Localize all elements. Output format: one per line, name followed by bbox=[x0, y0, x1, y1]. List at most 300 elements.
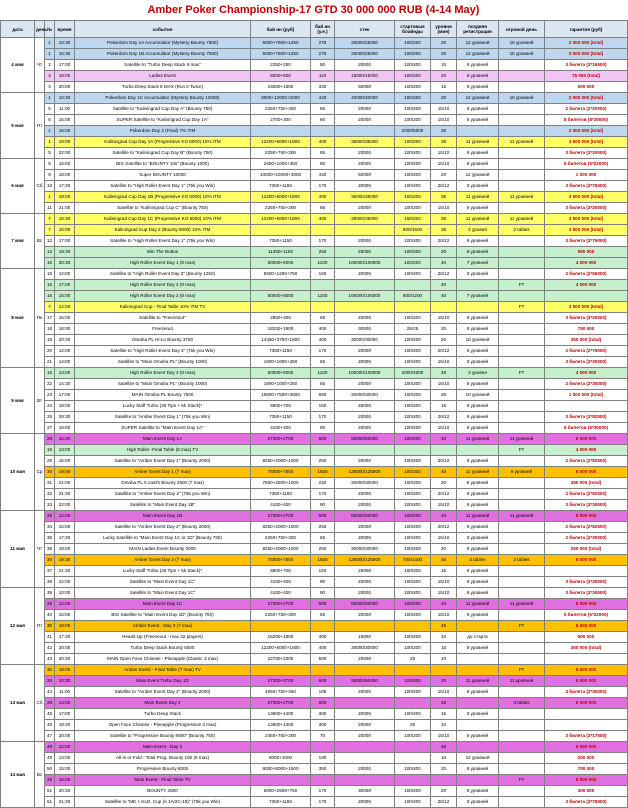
row-blinds: 100/200 bbox=[395, 390, 431, 401]
row-levels bbox=[431, 445, 457, 456]
row-event: Open Face Chinese - Pineapple (Progressive 3 max) bbox=[75, 720, 251, 731]
row-number: 30 bbox=[45, 555, 55, 566]
row-game-day bbox=[499, 203, 545, 214]
row-number: 49 bbox=[45, 753, 55, 764]
row-event: High Roller -Final Table (8 max) TV bbox=[75, 445, 251, 456]
row-number: 16 bbox=[45, 291, 55, 302]
row-levels: 45 bbox=[431, 742, 457, 753]
row-guarantee bbox=[545, 654, 628, 665]
row-levels: 15 bbox=[431, 566, 457, 577]
row-blinds: 100/200 bbox=[395, 379, 431, 390]
row-guarantee: 4 000 000 bbox=[545, 258, 628, 269]
row-late-reg: 11 уровней bbox=[457, 137, 499, 148]
row-buyin-rub: 2700+300 bbox=[251, 115, 311, 126]
row-buyin-ue: 440 bbox=[311, 170, 335, 181]
row-guarantee: 3 билета (3*30000) bbox=[545, 577, 628, 588]
row-buyin-rub: 10000+10000+2000 bbox=[251, 170, 311, 181]
row-guarantee: 2 билета (2*20000) bbox=[545, 104, 628, 115]
row-event: Pokerdom Day 1B Accumulator (Mystery Bounty 7500) bbox=[75, 49, 251, 60]
row-stack: 20000 bbox=[335, 313, 395, 324]
row-buyin-rub: 6800+700 bbox=[251, 401, 311, 412]
row-late-reg: 6 уровней bbox=[457, 687, 499, 698]
row-buyin-ue: 400 bbox=[311, 137, 335, 148]
row-stack: 100000/100000 bbox=[335, 368, 395, 379]
row-blinds: 100/200 bbox=[395, 511, 431, 522]
row-buyin-rub: 8250+2000+1000 bbox=[251, 522, 311, 533]
row-game-day bbox=[499, 159, 545, 170]
row-levels: 20 bbox=[431, 38, 457, 49]
row-game-day bbox=[499, 709, 545, 720]
table-row bbox=[1, 544, 628, 555]
row-time: 15:30 bbox=[55, 49, 75, 60]
row-event: Satellite to "Amber Event Day 2" (Bounty 2000) bbox=[75, 687, 251, 698]
header-buyin-rub: бай ин (руб) bbox=[251, 21, 311, 38]
row-levels: 20/12 bbox=[431, 346, 457, 357]
row-time: 12:30 bbox=[55, 434, 75, 445]
row-stack bbox=[335, 225, 395, 236]
row-levels: 20 bbox=[431, 478, 457, 489]
table-row bbox=[1, 115, 628, 126]
row-game-day: 2 tables bbox=[499, 225, 545, 236]
row-levels: 45 bbox=[431, 555, 457, 566]
row-game-day bbox=[499, 60, 545, 71]
row-event: SUPER Satellite to "Kaliningrad Cup Day 1A" bbox=[75, 115, 251, 126]
row-blinds: 100/200 bbox=[395, 467, 431, 478]
table-row bbox=[1, 676, 628, 687]
row-buyin-rub: 8000+1000 bbox=[251, 753, 311, 764]
row-stack bbox=[335, 126, 395, 137]
row-guarantee: 8 билетов (8*30000) bbox=[545, 423, 628, 434]
row-event: MAIN Open Face Chinese - Pineapple (Classic 3 max) bbox=[75, 654, 251, 665]
table-row bbox=[1, 247, 628, 258]
row-late-reg: 6 уровней bbox=[457, 82, 499, 93]
row-buyin-rub: 27300+2700 bbox=[251, 698, 311, 709]
row-game-day bbox=[499, 335, 545, 346]
row-levels: 20 bbox=[431, 49, 457, 60]
row-time: 20:30 bbox=[55, 786, 75, 797]
table-row bbox=[1, 38, 628, 49]
row-time: 20:30 bbox=[55, 258, 75, 269]
row-late-reg: 6 уровней bbox=[457, 500, 499, 511]
table-row bbox=[1, 709, 628, 720]
row-stack: 20000 bbox=[335, 522, 395, 533]
row-number: 51 bbox=[45, 786, 55, 797]
row-late-reg: 11 уровней bbox=[457, 599, 499, 610]
row-late-reg: 6 уровней bbox=[457, 313, 499, 324]
row-game-day: 16 уровней bbox=[499, 93, 545, 104]
row-buyin-ue: 250 bbox=[311, 522, 335, 533]
row-number: 30 bbox=[45, 621, 55, 632]
row-stack: 50000/50000 bbox=[335, 676, 395, 687]
row-time: 21:00 bbox=[55, 478, 75, 489]
row-stack: 35000/35000 bbox=[335, 192, 395, 203]
row-buyin-rub: 50000+5000 bbox=[251, 368, 311, 379]
row-stack: 20000 bbox=[335, 181, 395, 192]
table-row bbox=[1, 621, 628, 632]
row-blinds: 100/200 bbox=[395, 148, 431, 159]
row-number: 1 bbox=[45, 137, 55, 148]
row-late-reg bbox=[457, 720, 499, 731]
row-stack: 20000 bbox=[335, 687, 395, 698]
row-buyin-rub: 7350+1150 bbox=[251, 346, 311, 357]
row-number: 7 bbox=[45, 214, 55, 225]
row-late-reg: 7 уровней bbox=[457, 258, 499, 269]
row-number: 28 bbox=[45, 775, 55, 786]
row-number: 21 bbox=[45, 357, 55, 368]
table-row bbox=[1, 797, 628, 808]
row-event: Main Event Day 2 bbox=[75, 698, 251, 709]
row-time: 16:00 bbox=[55, 775, 75, 786]
row-late-reg: 8 уровней bbox=[457, 324, 499, 335]
row-buyin-rub: 2950+300 bbox=[251, 313, 311, 324]
row-time: 15:00 bbox=[55, 291, 75, 302]
row-buyin-rub: 2650+1000+350 bbox=[251, 159, 311, 170]
row-late-reg bbox=[457, 621, 499, 632]
row-blinds: 100/200 bbox=[395, 137, 431, 148]
header-time: время bbox=[55, 21, 75, 38]
row-number: 48 bbox=[45, 742, 55, 753]
table-row bbox=[1, 489, 628, 500]
row-buyin-ue: 150 bbox=[311, 269, 335, 280]
row-event: Turbo Deep Stack Bounty 6000 bbox=[75, 643, 251, 654]
table-row bbox=[1, 654, 628, 665]
table-row bbox=[1, 291, 628, 302]
table-row bbox=[1, 764, 628, 775]
row-number: 1 bbox=[45, 192, 55, 203]
row-guarantee: 3 500 000 (total) bbox=[545, 214, 628, 225]
row-late-reg: 12 уровней bbox=[457, 93, 499, 104]
row-stack: 20000 bbox=[335, 269, 395, 280]
row-levels: 25 bbox=[431, 126, 457, 137]
row-buyin-ue: 330 bbox=[311, 82, 335, 93]
row-stack: 35000/35000 bbox=[335, 214, 395, 225]
row-stack: 50000/50000 bbox=[335, 599, 395, 610]
row-late-reg: 6 уровней bbox=[457, 423, 499, 434]
row-game-day bbox=[499, 115, 545, 126]
row-game-day: 3 tables bbox=[499, 698, 545, 709]
row-number: 16 bbox=[45, 258, 55, 269]
row-levels: 20 bbox=[431, 676, 457, 687]
table-row bbox=[1, 588, 628, 599]
row-blinds: 100/200 bbox=[395, 71, 431, 82]
row-late-reg bbox=[457, 445, 499, 456]
row-stack bbox=[335, 698, 395, 709]
row-number: 28 bbox=[45, 434, 55, 445]
row-levels bbox=[431, 665, 457, 676]
table-row bbox=[1, 192, 628, 203]
table-row bbox=[1, 269, 628, 280]
row-buyin-ue: 1100 bbox=[311, 368, 335, 379]
row-event: Satellite to "High Roller Event Day 1" (75k you Win) bbox=[75, 236, 251, 247]
row-number: 33 bbox=[45, 500, 55, 511]
row-late-reg bbox=[457, 654, 499, 665]
row-guarantee: 700 000 bbox=[545, 764, 628, 775]
row-event: Satellite to "High Roller Event Day 1" (75k you Win) bbox=[75, 181, 251, 192]
date-cell: 5 мая bbox=[1, 93, 35, 159]
row-game-day: 16 уровней bbox=[499, 49, 545, 60]
row-buyin-ue: 600 bbox=[311, 511, 335, 522]
row-buyin-ue bbox=[311, 445, 335, 456]
row-time: 20:00 bbox=[55, 82, 75, 93]
row-levels: 20 bbox=[431, 786, 457, 797]
weekday-cell: Сб bbox=[35, 159, 45, 214]
row-time: 20:30 bbox=[55, 335, 75, 346]
row-event: Main Event Day 1B bbox=[75, 511, 251, 522]
row-game-day: 11 уровней bbox=[499, 434, 545, 445]
row-blinds: 100/200 bbox=[395, 533, 431, 544]
row-late-reg: 6 уровней bbox=[457, 60, 499, 71]
row-event: Kaliningrad Cup Day 2 (Bounty 6000) 10% ITM bbox=[75, 225, 251, 236]
row-number: 28 bbox=[45, 511, 55, 522]
table-row bbox=[1, 522, 628, 533]
row-buyin-rub: 4100+400 bbox=[251, 423, 311, 434]
row-buyin-ue bbox=[311, 302, 335, 313]
row-time: 19:30 bbox=[55, 555, 75, 566]
row-event: Ladies Event bbox=[75, 71, 251, 82]
row-time: 15:00 bbox=[55, 313, 75, 324]
table-row bbox=[1, 445, 628, 456]
row-time: 12:00 bbox=[55, 511, 75, 522]
row-guarantee: 2 000 000 (total) bbox=[545, 126, 628, 137]
row-levels: 20/12 bbox=[431, 522, 457, 533]
row-late-reg: 3 уровня bbox=[457, 368, 499, 379]
row-game-day bbox=[499, 566, 545, 577]
row-blinds: 100/200 bbox=[395, 401, 431, 412]
row-time: 22:00 bbox=[55, 148, 75, 159]
row-number: 1 bbox=[45, 38, 55, 49]
table-row bbox=[1, 775, 628, 786]
row-buyin-rub: 27300+2700 bbox=[251, 599, 311, 610]
row-guarantee: 2 билета (2*30000) bbox=[545, 533, 628, 544]
row-buyin-ue: 170 bbox=[311, 797, 335, 808]
header-late-reg: поздняя регистрация bbox=[457, 21, 499, 38]
row-buyin-rub bbox=[251, 665, 311, 676]
row-late-reg: 11 уровней bbox=[457, 511, 499, 522]
row-time: 10:30 bbox=[55, 676, 75, 687]
row-time: 17:00 bbox=[55, 280, 75, 291]
row-buyin-rub: 14450+3750+1800 bbox=[251, 335, 311, 346]
row-blinds: 100/200 bbox=[395, 104, 431, 115]
row-stack: 25000 bbox=[335, 401, 395, 412]
row-levels: 40 bbox=[431, 467, 457, 478]
row-guarantee: 300 000 bbox=[545, 786, 628, 797]
table-row bbox=[1, 731, 628, 742]
row-guarantee: 3 билета (3*20000) bbox=[545, 313, 628, 324]
row-buyin-rub: 50000+5000 bbox=[251, 258, 311, 269]
row-number: 38 bbox=[45, 577, 55, 588]
schedule-body bbox=[1, 38, 628, 808]
row-levels: 40 bbox=[431, 599, 457, 610]
row-guarantee bbox=[545, 566, 628, 577]
row-game-day: 11 уровней bbox=[499, 192, 545, 203]
row-guarantee: 75 000 (total) bbox=[545, 71, 628, 82]
row-number: 39 bbox=[45, 588, 55, 599]
row-time: 19:00 bbox=[55, 192, 75, 203]
row-buyin-ue: 440 bbox=[311, 93, 335, 104]
row-levels: 15/10 bbox=[431, 533, 457, 544]
row-stack: 20000 bbox=[335, 709, 395, 720]
row-buyin-ue: 600 bbox=[311, 599, 335, 610]
row-blinds: 100/200 bbox=[395, 434, 431, 445]
row-late-reg: 11 уровней bbox=[457, 214, 499, 225]
row-blinds: 100/200 bbox=[395, 731, 431, 742]
row-blinds: 100/200 bbox=[395, 159, 431, 170]
header-blinds: стартовые блайнды bbox=[395, 21, 431, 38]
row-levels: 15/10 bbox=[431, 115, 457, 126]
header-game-day: игровой день bbox=[499, 21, 545, 38]
row-stack: 20000 bbox=[335, 577, 395, 588]
row-levels: 20 bbox=[431, 764, 457, 775]
row-event: Kaliningrad Cup Day 1C (Progressive KO 6000) 10% ITM bbox=[75, 214, 251, 225]
row-late-reg bbox=[457, 775, 499, 786]
row-levels: 35 bbox=[431, 192, 457, 203]
table-row bbox=[1, 49, 628, 60]
row-game-day bbox=[499, 181, 545, 192]
table-row bbox=[1, 412, 628, 423]
row-number: 42 bbox=[45, 643, 55, 654]
row-guarantee: 3 билета (3*75000) bbox=[545, 181, 628, 192]
row-game-day bbox=[499, 610, 545, 621]
row-time: 21:30 bbox=[55, 566, 75, 577]
row-late-reg bbox=[457, 302, 499, 313]
row-buyin-ue: 275 bbox=[311, 49, 335, 60]
row-buyin-ue: 600 bbox=[311, 434, 335, 445]
row-game-day bbox=[499, 346, 545, 357]
row-blinds: 100/200 bbox=[395, 357, 431, 368]
row-game-day bbox=[499, 533, 545, 544]
row-number: 8 bbox=[45, 159, 55, 170]
row-guarantee: 3 500 000 (total) bbox=[545, 192, 628, 203]
row-buyin-rub: 18200+1800 bbox=[251, 324, 311, 335]
row-late-reg: 6 уровней bbox=[457, 203, 499, 214]
row-buyin-ue: 660 bbox=[311, 390, 335, 401]
header-row bbox=[1, 21, 628, 38]
row-guarantee bbox=[545, 291, 628, 302]
table-row bbox=[1, 71, 628, 82]
row-time: 11:00 bbox=[55, 104, 75, 115]
row-time: 17:00 bbox=[55, 60, 75, 71]
row-late-reg: 12 уровней bbox=[457, 170, 499, 181]
table-row bbox=[1, 401, 628, 412]
table-row bbox=[1, 313, 628, 324]
row-time: 16:00 bbox=[55, 225, 75, 236]
row-stack: 30000 bbox=[335, 786, 395, 797]
row-buyin-rub: 13600+1400 bbox=[251, 720, 311, 731]
row-levels: 10 bbox=[431, 632, 457, 643]
row-late-reg: 6 уровней bbox=[457, 357, 499, 368]
row-event: High Roller Event Day 2 (8 max) bbox=[75, 280, 251, 291]
row-game-day: 16 уровней bbox=[499, 38, 545, 49]
row-time: 10:30 bbox=[55, 93, 75, 104]
row-levels: 20/12 bbox=[431, 236, 457, 247]
row-levels: 40 bbox=[431, 280, 457, 291]
row-time: 16:00 bbox=[55, 159, 75, 170]
row-stack bbox=[335, 753, 395, 764]
row-game-day bbox=[499, 731, 545, 742]
row-blinds: 25/25 bbox=[395, 324, 431, 335]
table-row bbox=[1, 302, 628, 313]
row-buyin-ue: 170 bbox=[311, 346, 335, 357]
row-event: Main Event Turbo Day 1D bbox=[75, 676, 251, 687]
row-late-reg: 4 уровня bbox=[457, 225, 499, 236]
row-late-reg: 8 уровней bbox=[457, 544, 499, 555]
row-guarantee: 2 000 000 (total) bbox=[545, 49, 628, 60]
row-number: 18 bbox=[45, 324, 55, 335]
date-cell: 6 мая bbox=[1, 159, 35, 214]
row-levels: 40 bbox=[431, 511, 457, 522]
row-game-day bbox=[499, 786, 545, 797]
row-game-day bbox=[499, 126, 545, 137]
row-late-reg bbox=[457, 742, 499, 753]
row-late-reg: 6 уровней bbox=[457, 346, 499, 357]
row-time: 18:00 bbox=[55, 401, 75, 412]
row-buyin-ue: 150 bbox=[311, 566, 335, 577]
row-blinds: 100/200 bbox=[395, 82, 431, 93]
row-event: Main Event Day 1A bbox=[75, 434, 251, 445]
row-game-day bbox=[499, 742, 545, 753]
row-buyin-ue: 220 bbox=[311, 478, 335, 489]
row-blinds: 100/200 bbox=[395, 456, 431, 467]
row-guarantee: 3 500 000 (total) bbox=[545, 302, 628, 313]
table-row bbox=[1, 181, 628, 192]
row-time: 16:00 bbox=[55, 126, 75, 137]
row-stack: 25000/25000 bbox=[335, 38, 395, 49]
row-game-day: FT bbox=[499, 775, 545, 786]
row-late-reg: 6 уровней bbox=[457, 797, 499, 808]
table-row bbox=[1, 225, 628, 236]
row-number: 25 bbox=[45, 412, 55, 423]
row-late-reg: 6 уровней bbox=[457, 577, 499, 588]
row-buyin-ue bbox=[311, 225, 335, 236]
row-stack: 20000 bbox=[335, 115, 395, 126]
row-buyin-ue: 1650 bbox=[311, 555, 335, 566]
row-time: 14:30 bbox=[55, 379, 75, 390]
row-stack: 20000 bbox=[335, 60, 395, 71]
row-buyin-rub: 75000+7500 bbox=[251, 467, 311, 478]
row-late-reg bbox=[457, 698, 499, 709]
row-number: 24 bbox=[45, 401, 55, 412]
row-number: 35 bbox=[45, 533, 55, 544]
row-stack: 50000 bbox=[335, 170, 395, 181]
row-event: Satellite to "Amber Event Day 1" (Bounty 2000) bbox=[75, 456, 251, 467]
row-buyin-ue: 1650 bbox=[311, 467, 335, 478]
row-guarantee: 500 000 bbox=[545, 82, 628, 93]
table-row bbox=[1, 423, 628, 434]
table-row bbox=[1, 742, 628, 753]
row-buyin-rub bbox=[251, 225, 311, 236]
row-buyin-rub: 2250+750+300 bbox=[251, 148, 311, 159]
row-stack: 20000 bbox=[335, 731, 395, 742]
row-event: Satellite to "Main Event Day 1B" bbox=[75, 500, 251, 511]
row-time: 17:30 bbox=[55, 632, 75, 643]
row-guarantee: 200 000 bbox=[545, 753, 628, 764]
row-stack bbox=[335, 280, 395, 291]
table-row bbox=[1, 566, 628, 577]
row-buyin-ue: 600 bbox=[311, 676, 335, 687]
row-levels: 15/10 bbox=[431, 313, 457, 324]
row-late-reg: 8 уровней bbox=[457, 764, 499, 775]
row-buyin-rub: 1900+1000+250 bbox=[251, 357, 311, 368]
row-stack bbox=[335, 665, 395, 676]
row-guarantee: 3 500 000 (total) bbox=[545, 225, 628, 236]
row-event: Satellite to "Freezeout" bbox=[75, 313, 251, 324]
header-stack: стек bbox=[335, 21, 395, 38]
row-event: Satellite to "Amber Event Day 2" (75k you Win) bbox=[75, 489, 251, 500]
row-event: Amber Event - Day 3 (7 max) bbox=[75, 621, 251, 632]
row-buyin-ue: 65 bbox=[311, 203, 335, 214]
row-buyin-rub: 4100+400 bbox=[251, 577, 311, 588]
row-event: Progressive Bounty 8000 bbox=[75, 764, 251, 775]
